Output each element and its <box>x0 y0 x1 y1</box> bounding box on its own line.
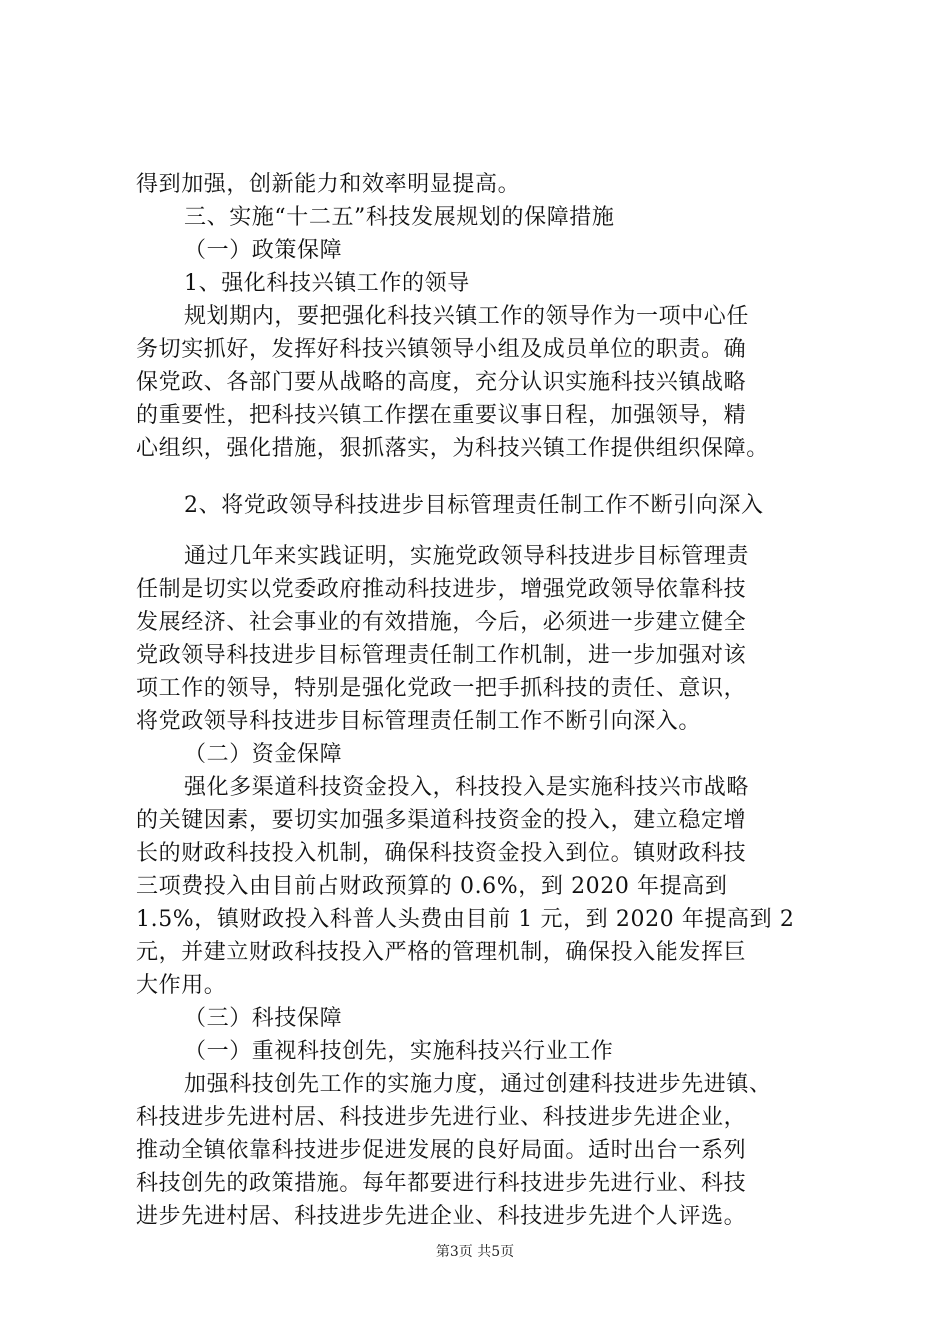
paragraph-line: （一）重视科技创先，实施科技兴行业工作 <box>184 1039 614 1064</box>
paragraph-line: 科技进步先进村居、科技进步先进行业、科技进步先进企业， <box>136 1105 747 1130</box>
paragraph-line: 进步先进村居、科技进步先进企业、科技进步先进个人评选。 <box>136 1204 747 1229</box>
paragraph-line: 1、强化科技兴镇工作的领导 <box>184 271 470 296</box>
paragraph-line: 强化多渠道科技资金投入，科技投入是实施科技兴市战略 <box>184 775 750 800</box>
paragraph-line: 任制是切实以党委政府推动科技进步，增强党政领导依靠科技 <box>136 577 747 602</box>
paragraph-line: 发展经济、社会事业的有效措施，今后，必须进一步建立健全 <box>136 610 747 635</box>
paragraph-line: 2、将党政领导科技进步目标管理责任制工作不断引向深入 <box>184 493 764 518</box>
paragraph-line: 心组织，强化措施，狠抓落实，为科技兴镇工作提供组织保障。 <box>136 436 769 461</box>
paragraph-line: 得到加强，创新能力和效率明显提高。 <box>136 172 521 197</box>
paragraph-line: 推动全镇依靠科技进步促进发展的良好局面。适时出台一系列 <box>136 1138 747 1163</box>
paragraph-line: 规划期内，要把强化科技兴镇工作的领导作为一项中心任 <box>184 304 750 329</box>
paragraph-line: 三、实施“十二五”科技发展规划的保障措施 <box>184 205 615 230</box>
paragraph-line: 大作用。 <box>136 973 227 998</box>
paragraph-line: 项工作的领导，特别是强化党政一把手抓科技的责任、意识， <box>136 676 747 701</box>
paragraph-line: 元，并建立财政科技投入严格的管理机制，确保投入能发挥巨 <box>136 940 747 965</box>
page-footer: 第3页 共5页 <box>435 1244 515 1260</box>
paragraph-line: 1.5%，镇财政投入科普人头费由目前 1 元，到 2020 年提高到 2 <box>136 907 795 932</box>
paragraph-line: 科技创先的政策措施。每年都要进行科技进步先进行业、科技 <box>136 1171 747 1196</box>
paragraph-line: 保党政、各部门要从战略的高度，充分认识实施科技兴镇战略 <box>136 370 747 395</box>
paragraph-line: 三项费投入由目前占财政预算的 0.6%，到 2020 年提高到 <box>136 874 728 899</box>
paragraph-line: 长的财政科技投入机制，确保科技资金投入到位。镇财政科技 <box>136 841 747 866</box>
paragraph-line: 将党政领导科技进步目标管理责任制工作不断引向深入。 <box>136 709 702 734</box>
paragraph-line: 党政领导科技进步目标管理责任制工作机制，进一步加强对该 <box>136 643 747 668</box>
paragraph-line: 通过几年来实践证明，实施党政领导科技进步目标管理责 <box>184 544 750 569</box>
paragraph-line: （三）科技保障 <box>184 1006 343 1031</box>
paragraph-line: （一）政策保障 <box>184 238 343 263</box>
paragraph-line: （二）资金保障 <box>184 742 343 767</box>
paragraph-line: 加强科技创先工作的实施力度，通过创建科技进步先进镇、 <box>184 1072 772 1097</box>
paragraph-line: 的重要性，把科技兴镇工作摆在重要议事日程，加强领导，精 <box>136 403 747 428</box>
paragraph-line: 务切实抓好，发挥好科技兴镇领导小组及成员单位的职责。确 <box>136 337 747 362</box>
paragraph-line: 的关键因素，要切实加强多渠道科技资金的投入，建立稳定增 <box>136 808 747 833</box>
